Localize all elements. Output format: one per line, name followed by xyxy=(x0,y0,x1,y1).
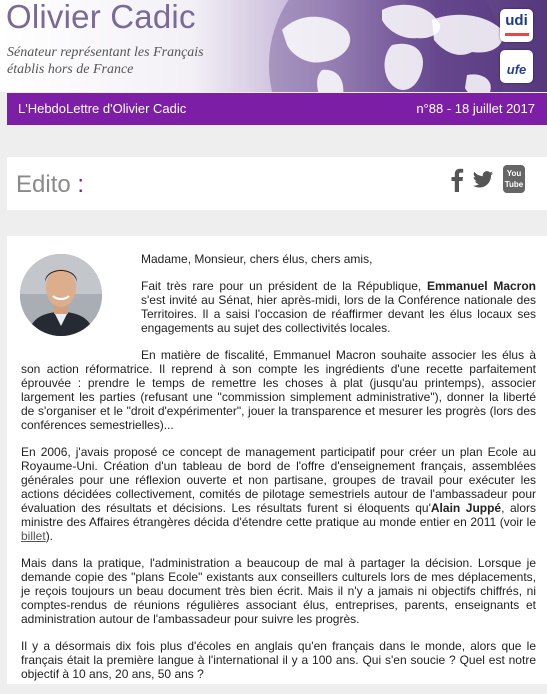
youtube-label-top: You xyxy=(506,169,522,178)
paragraph-1 xyxy=(21,279,536,335)
youtube-label-bottom: Tube xyxy=(504,180,524,189)
paragraph-2-text: En matière de fiscalité, Emmanuel Macron souhaite associer les élus à son action réformatrice. Il reprend à son compte les ingrédients d'une recette parfaitement éprouvée : prendre le temps de remettre les choses à plat (jusqu'au printemps), associer largement les parties (refusant une "commission simplement administrative"), donner la liberté de s'organiser et le "droit d'expérimenter", jouer la transparence et mesurer les progrès (lors des conférences semestrielles)... xyxy=(21,348,536,432)
edito-title-text: Edito xyxy=(16,171,71,198)
udi-logo[interactable] xyxy=(500,9,533,42)
greeting: Madame, Monsieur, chers élus, chers amis, xyxy=(141,252,373,266)
paragraph-3 xyxy=(21,445,536,543)
site-subtitle xyxy=(7,44,204,78)
paragraph-3-middle: , alors ministre des Affaires étrangères décida d'étendre cette pratique au monde entier en 2011 (voir le xyxy=(21,501,536,529)
edito-title xyxy=(16,171,84,199)
udi-logo-stripe xyxy=(505,33,529,36)
juppe-name: Alain Juppé xyxy=(430,501,502,515)
paragraph-2 xyxy=(21,348,536,432)
paragraph-1-start: Fait très rare pour un président de la République, xyxy=(141,279,427,293)
ufe-logo[interactable] xyxy=(500,50,533,83)
article-content xyxy=(7,236,547,684)
subtitle-line-1: Sénateur représentant les Français xyxy=(7,45,204,60)
globe-illustration xyxy=(262,0,512,92)
paragraph-3-start: En 2006, j'avais proposé ce concept de management participatif pour créer un plan Ecole au Royaume-Uni. Création d'un tableau de bord de l'offre d'enseignement français, assemblées générales pour une réflexion ouverte et non partisane, groupes de travail pour exécuter les actions décidées collectivement, comités de pilotage semestriels autour de l'ambassadeur pour évaluation des résultats et décisions. Les résultats furent si éloquents qu' xyxy=(21,445,536,515)
paragraph-4: Mais dans la pratique, l'administration a beaucoup de mal à partager la décision. Lorsque je demande copie des "plans Ecole" existants aux conseillers culturels lors de mes déplacements, je reçois toujours un beau document très bien écrit. Mais il n'y a jamais ni objectifs chiffrés, ni comptes-rendus de réunions régulières associant élus, entreprises, parents, enseignants et administration autour de l'ambassadeur pour suivre les progrès. xyxy=(21,556,536,626)
edito-title-colon: : xyxy=(77,171,85,198)
paragraph-3-end: ). xyxy=(45,529,54,543)
youtube-icon[interactable] xyxy=(503,165,525,193)
billet-link[interactable]: billet xyxy=(21,529,46,543)
twitter-icon[interactable] xyxy=(472,166,494,192)
newsletter-name: L'HebdoLettre d'Olivier Cadic xyxy=(18,101,187,116)
macron-name: Emmanuel Macron xyxy=(426,279,536,293)
facebook-icon[interactable] xyxy=(446,166,468,192)
paragraph-5: Il y a désormais dix fois plus d'écoles en anglais qu'en français dans le monde, alors que le français était la première langue à l'international il y a 100 ans. Qui s'en soucie ? Quel est notre objectif à 10 ans, 20 ans, 50 ans ? xyxy=(21,639,536,681)
article-text xyxy=(21,252,536,694)
ufe-logo-text: ufe xyxy=(506,62,527,77)
edito-section xyxy=(7,157,547,210)
newsletter-bar xyxy=(7,93,547,125)
site-title: Olivier Cadic xyxy=(6,0,196,35)
subtitle-line-2: établis hors de France xyxy=(7,62,134,77)
issue-number: n°88 - 18 juillet 2017 xyxy=(416,101,535,116)
paragraph-1-end: s'est invité au Sénat, hier après-midi, lors de la Conférence nationale des Territoires. Il a saisi l'occasion de réaffirmer devant les élus locaux ses engagements au sujet des collectivités locales. xyxy=(141,293,536,335)
header-banner xyxy=(0,0,547,92)
udi-logo-text: udi xyxy=(505,12,528,29)
